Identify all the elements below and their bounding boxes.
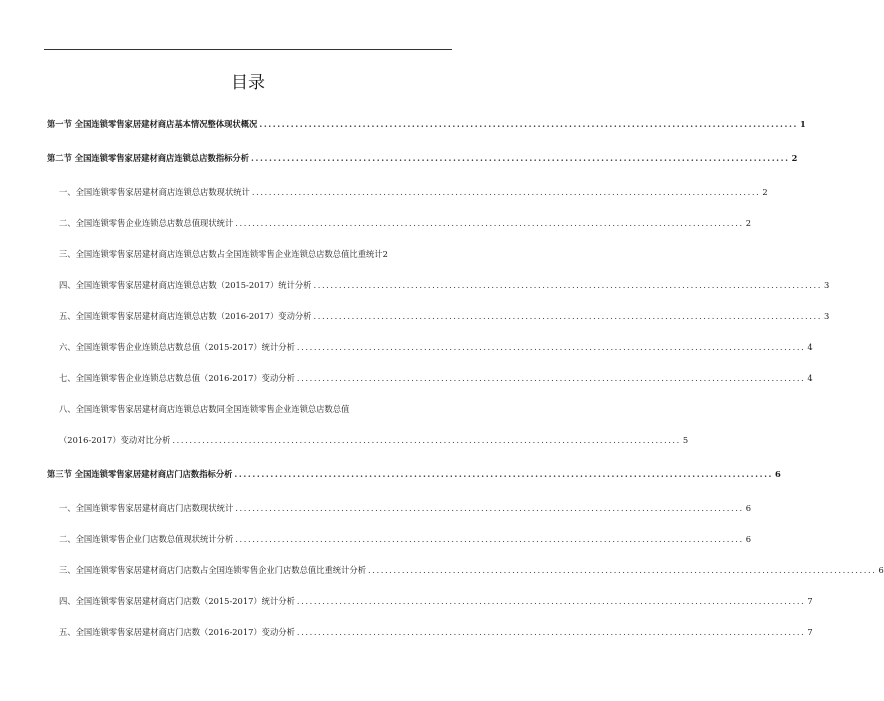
toc-entry-text: 第三节 全国连锁零售家居建材商店门店数指标分析 xyxy=(47,469,233,479)
toc-entry-page: 2 xyxy=(745,218,752,228)
leader-dots: ........................................................................................................................ xyxy=(172,435,681,445)
toc-entry-page: 3 xyxy=(823,280,830,290)
toc-entry-page: 6 xyxy=(745,503,752,513)
leader-dots: ........................................................................................................................ xyxy=(251,187,761,197)
leader-dots: ........................................................................................................................ xyxy=(313,311,822,321)
leader-dots: ........................................................................................................................ xyxy=(235,503,744,513)
leader-dots: ........................................................................................................................ xyxy=(234,469,774,479)
toc-entry-page: 2 xyxy=(791,153,798,163)
leader-dots: ........................................................................................................................ xyxy=(235,218,744,228)
toc-entry-text: 四、全国连锁零售家居建材商店连锁总店数（2015-2017）统计分析 xyxy=(59,280,312,290)
toc-entry-text: 四、全国连锁零售家居建材商店门店数（2015-2017）统计分析 xyxy=(59,596,295,606)
toc-entry-page: 4 xyxy=(807,373,813,383)
leader-dots: ........................................................................................................................ xyxy=(296,596,806,606)
toc-entry-text: 二、全国连锁零售企业连锁总店数总值现状统计 xyxy=(59,218,234,228)
toc-entry-text: 三、全国连锁零售家居建材商店连锁总店数占全国连锁零售企业连锁总店数总值比重统计 xyxy=(59,249,383,259)
toc-entry-text: 六、全国连锁零售企业连锁总店数总值（2015-2017）统计分析 xyxy=(59,342,295,352)
toc-entry-page: 7 xyxy=(807,596,813,606)
toc-entry-page: 4 xyxy=(807,342,813,352)
toc-entry-text: 第二节 全国连锁零售家居建材商店连锁总店数指标分析 xyxy=(47,153,250,163)
leader-dots: ........................................................................................................................ xyxy=(313,280,822,290)
toc-entry-text: 第一节 全国连锁零售家居建材商店基本情况整体现状概况 xyxy=(47,119,258,129)
toc-entry-text: 五、全国连锁零售家居建材商店门店数（2016-2017）变动分析 xyxy=(59,627,295,637)
leader-dots: ........................................................................................................................ xyxy=(296,373,806,383)
toc-entry-page: 6 xyxy=(745,534,752,544)
leader-dots: ........................................................................................................................ xyxy=(259,119,798,129)
toc-entry-text: （2016-2017）变动对比分析 xyxy=(59,435,171,445)
toc-entry-page: 5 xyxy=(682,435,689,445)
header-rule xyxy=(44,49,452,50)
toc-entry-page: 3 xyxy=(823,311,830,321)
toc-entry-text: 一、全国连锁零售家居建材商店连锁总店数现状统计 xyxy=(59,187,250,197)
toc-entry-page: 2 xyxy=(382,249,388,259)
toc-entry-text: 二、全国连锁零售企业门店数总值现状统计分析 xyxy=(59,534,234,544)
leader-dots: ........................................................................................................................ xyxy=(235,534,744,544)
toc-entry-page: 1 xyxy=(799,119,806,129)
leader-dots: ........................................................................................................................ xyxy=(251,153,790,163)
toc-entry-page: 2 xyxy=(762,187,768,197)
leader-dots: ........................................................................................................................ xyxy=(296,342,806,352)
leader-dots: ........................................................................................................................ xyxy=(296,627,806,637)
toc-entry-text: 一、全国连锁零售家居建材商店门店数现状统计 xyxy=(59,503,234,513)
toc-entry-text: 八、全国连锁零售家居建材商店连锁总店数同全国连锁零售企业连锁总店数总值 xyxy=(59,404,350,414)
toc-entry-page: 7 xyxy=(807,627,813,637)
toc-entry-page: 6 xyxy=(775,469,781,479)
toc-entry-text: 七、全国连锁零售企业连锁总店数总值（2016-2017）变动分析 xyxy=(59,373,295,383)
toc-entry-text: 五、全国连锁零售家居建材商店连锁总店数（2016-2017）变动分析 xyxy=(59,311,312,321)
leader-dots: ........................................................................................................................ xyxy=(368,565,877,575)
toc-entry-text: 三、全国连锁零售家居建材商店门店数占全国连锁零售企业门店数总值比重统计分析 xyxy=(59,565,366,575)
toc-entry-page: 6 xyxy=(878,565,884,575)
toc-title: 目录 xyxy=(231,73,265,93)
